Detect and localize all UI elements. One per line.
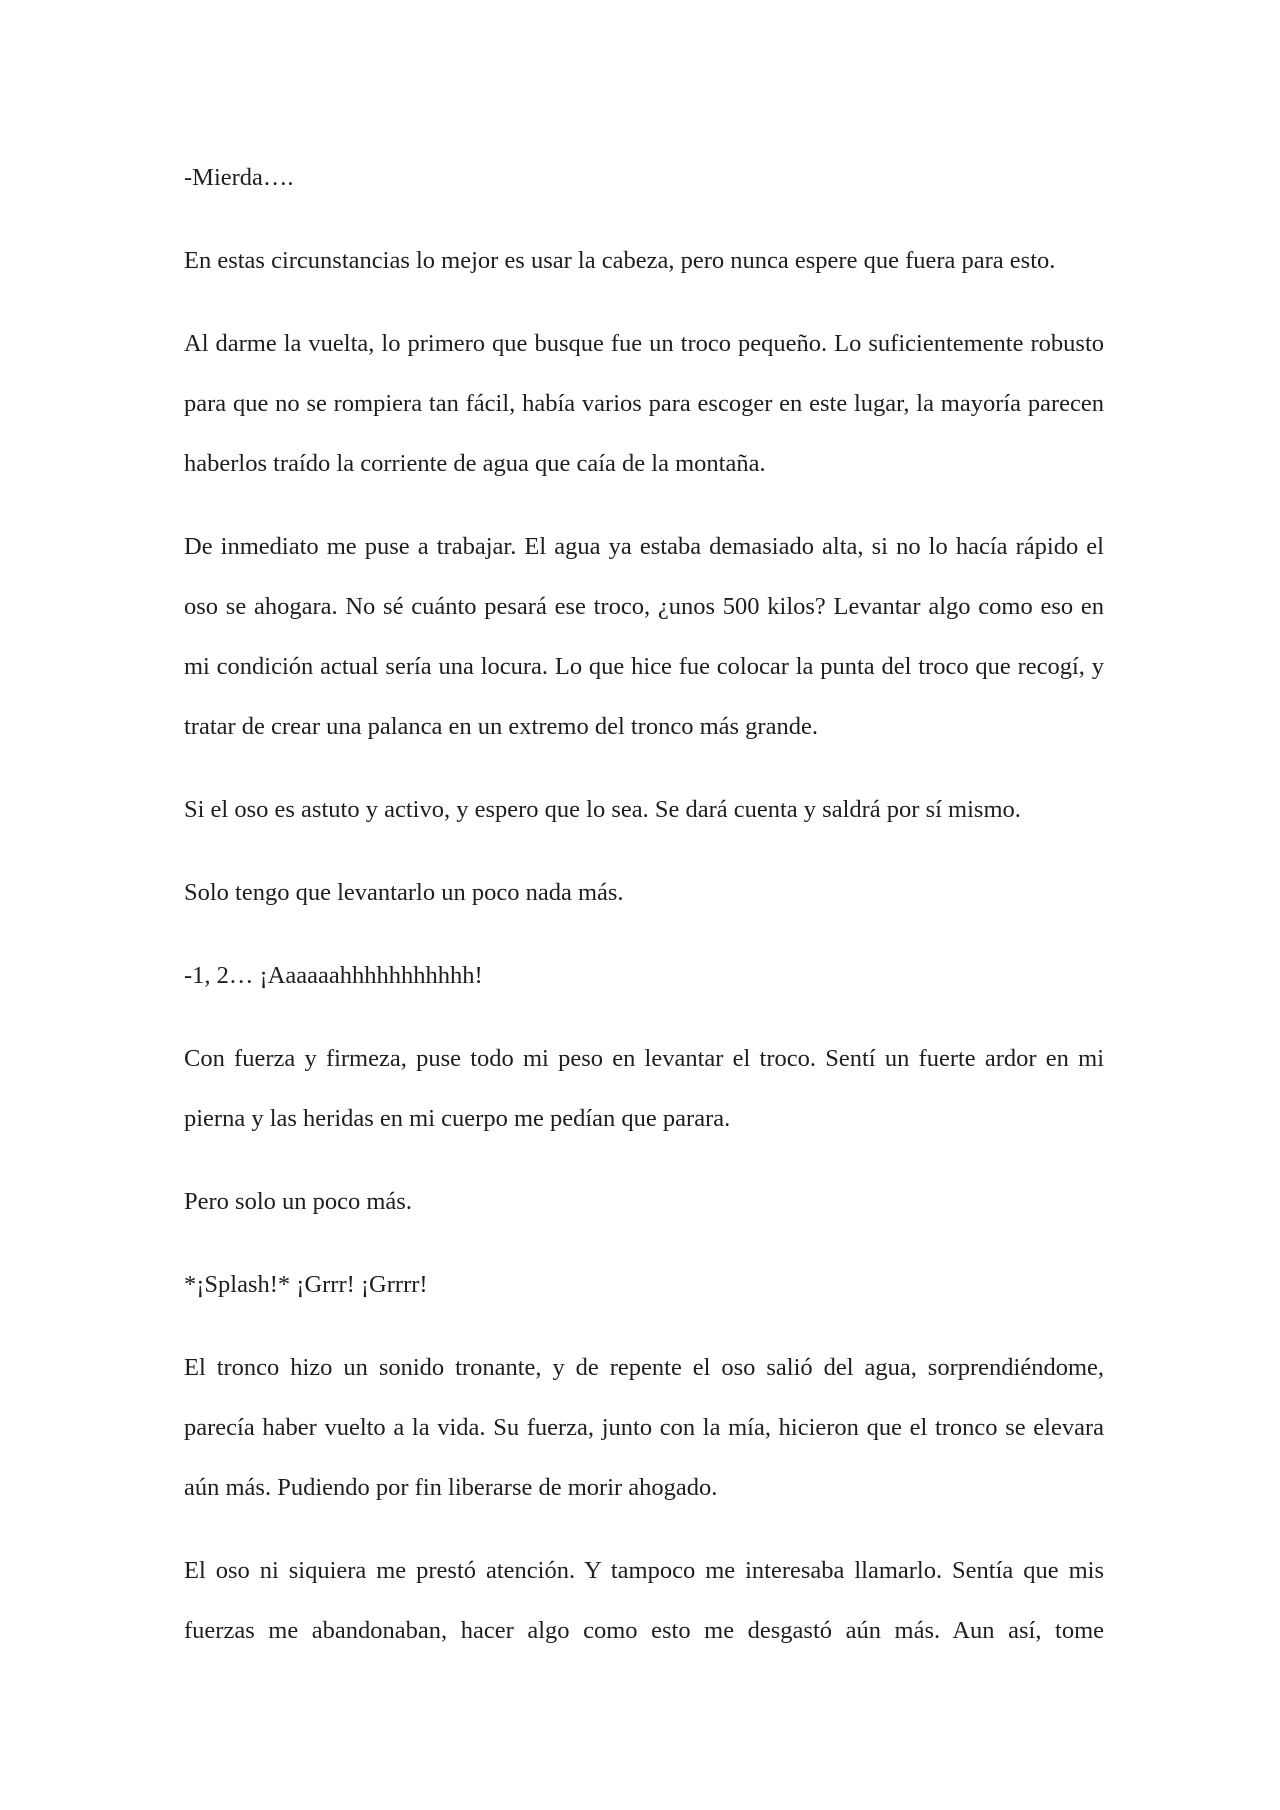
- paragraph: En estas circunstancias lo mejor es usar la cabeza, pero nunca espere que fuera para esto.: [184, 247, 1056, 274]
- paragraph: Al darme la vuelta, lo primero que busque fue un troco pequeño. Lo suficientemente robusto para que no se rompiera tan fácil, había varios para escoger en este lugar, la mayoría parecen haberlos traído la corriente de agua que caía de la montaña.: [184, 330, 1104, 477]
- paragraph: Solo tengo que levantarlo un poco nada más.: [184, 879, 624, 906]
- paragraph: Pero solo un poco más.: [184, 1188, 412, 1215]
- paragraph: El oso ni siquiera me prestó atención. Y tampoco me interesaba llamarlo. Sentía que mis fuerzas me abandonaban, hacer algo como esto me desgastó aún más. Aun así, tome: [184, 1557, 1104, 1644]
- paragraph: Con fuerza y firmeza, puse todo mi peso en levantar el troco. Sentí un fuerte ardor en mi pierna y las heridas en mi cuerpo me pedían que parara.: [184, 1045, 1104, 1132]
- paragraph: *¡Splash!* ¡Grrr! ¡Grrrr!: [184, 1271, 428, 1298]
- paragraph: El tronco hizo un sonido tronante, y de repente el oso salió del agua, sorprendiéndome, parecía haber vuelto a la vida. Su fuerza, junto con la mía, hicieron que el tronco se elevara aún más. Pudiendo por fin liberarse de morir ahogado.: [184, 1354, 1104, 1501]
- paragraph: De inmediato me puse a trabajar. El agua ya estaba demasiado alta, si no lo hacía rápido el oso se ahogara. No sé cuánto pesará ese troco, ¿unos 500 kilos? Levantar algo como eso en mi condición actual sería una locura. Lo que hice fue colocar la punta del troco que recogí, y tratar de crear una palanca en un extremo del tronco más grande.: [184, 533, 1104, 740]
- document-body: [184, 148, 1104, 1684]
- paragraph: -1, 2… ¡Aaaaaahhhhhhhhhhh!: [184, 962, 483, 989]
- paragraph: -Mierda….: [184, 164, 294, 191]
- paragraph: Si el oso es astuto y activo, y espero que lo sea. Se dará cuenta y saldrá por sí mismo.: [184, 796, 1021, 823]
